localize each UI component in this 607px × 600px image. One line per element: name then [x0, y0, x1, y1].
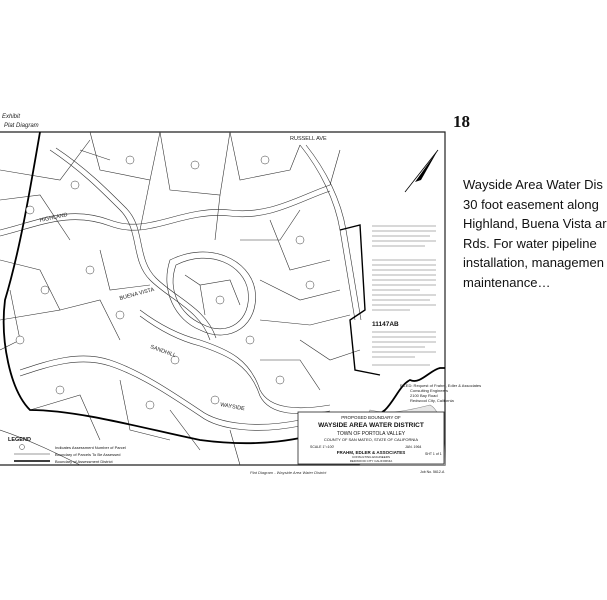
street-label-wayside: WAYSIDE [219, 402, 246, 413]
recorder-number: 11147AB [372, 321, 399, 328]
legend-title: LEGEND [8, 437, 31, 443]
title-date: JAN. 1964 [405, 445, 422, 449]
filed-line-3: 2100 Bay Road [410, 393, 438, 398]
street-label-buena-vista: BUENA VISTA [118, 286, 155, 302]
district-boundary [4, 132, 445, 443]
legend-item-3: Boundary of Assessment District [55, 459, 113, 464]
plat-map [0, 110, 482, 475]
page-number: 18 [453, 112, 470, 131]
street-labels [39, 136, 327, 412]
bottom-note: Plat Diagram - Wayside Area Water District [250, 470, 327, 475]
title-firm: FRAHM, EDLER & ASSOCIATES [336, 450, 406, 455]
caption-line-1: Wayside Area Water Dis [463, 177, 603, 192]
title-sheet: SHT 1 of 1 [425, 452, 442, 456]
title-district: WAYSIDE AREA WATER DISTRICT [318, 422, 424, 429]
title-city: REDWOOD CITY CALIFORNIA [349, 459, 393, 463]
caption-line-3: Highland, Buena Vista ar [463, 216, 607, 231]
legend-item-1: Indicates Assessment Number of Parcel [55, 445, 126, 450]
caption [463, 175, 607, 292]
filed-line-1: FILED: Request of Frahm, Edler & Associates [400, 383, 482, 388]
street-label-russell: RUSSELL AVE [290, 136, 327, 142]
caption-line-6: maintenance… [463, 274, 551, 290]
parcel-markers [16, 156, 314, 409]
street-label-highland: HIGHLAND [39, 212, 69, 224]
filed-line-4: Redwood City, California [410, 398, 454, 403]
legend [8, 437, 126, 464]
certificate-block [372, 226, 436, 365]
legend-item-2: Boundary of Parcels To Be Assessed [55, 452, 121, 457]
certificate-text-lines [372, 226, 436, 365]
title-job: Job No. 5612-A [420, 470, 445, 474]
title-scale: SCALE 1"=100' [310, 445, 335, 449]
title-town: TOWN OF PORTOLA VALLEY [336, 431, 406, 437]
legend-parcel-symbol [20, 445, 25, 450]
filed-line-2: Consulting Engineers [410, 388, 449, 393]
header-note-line-1: Exhibit [2, 114, 21, 120]
header-note-line-2: Plat Diagram [4, 123, 39, 129]
plat-map-drawing [0, 110, 482, 475]
caption-line-4: Rds. For water pipeline [463, 235, 597, 251]
caption-line-5: installation, managemen [463, 255, 604, 270]
title-county: COUNTY OF SAN MATEO, STATE OF CALIFORNIA [323, 437, 419, 442]
title-firm-sub: CONSULTING ENGINEERS [352, 455, 390, 459]
filed-by-note [400, 383, 481, 403]
north-arrow-icon [405, 150, 438, 192]
title-proposed: PROPOSED BOUNDARY OF [341, 415, 401, 420]
caption-line-2: 30 foot easement along [463, 196, 599, 212]
street-label-sandhill: SANDHILL [149, 344, 177, 360]
